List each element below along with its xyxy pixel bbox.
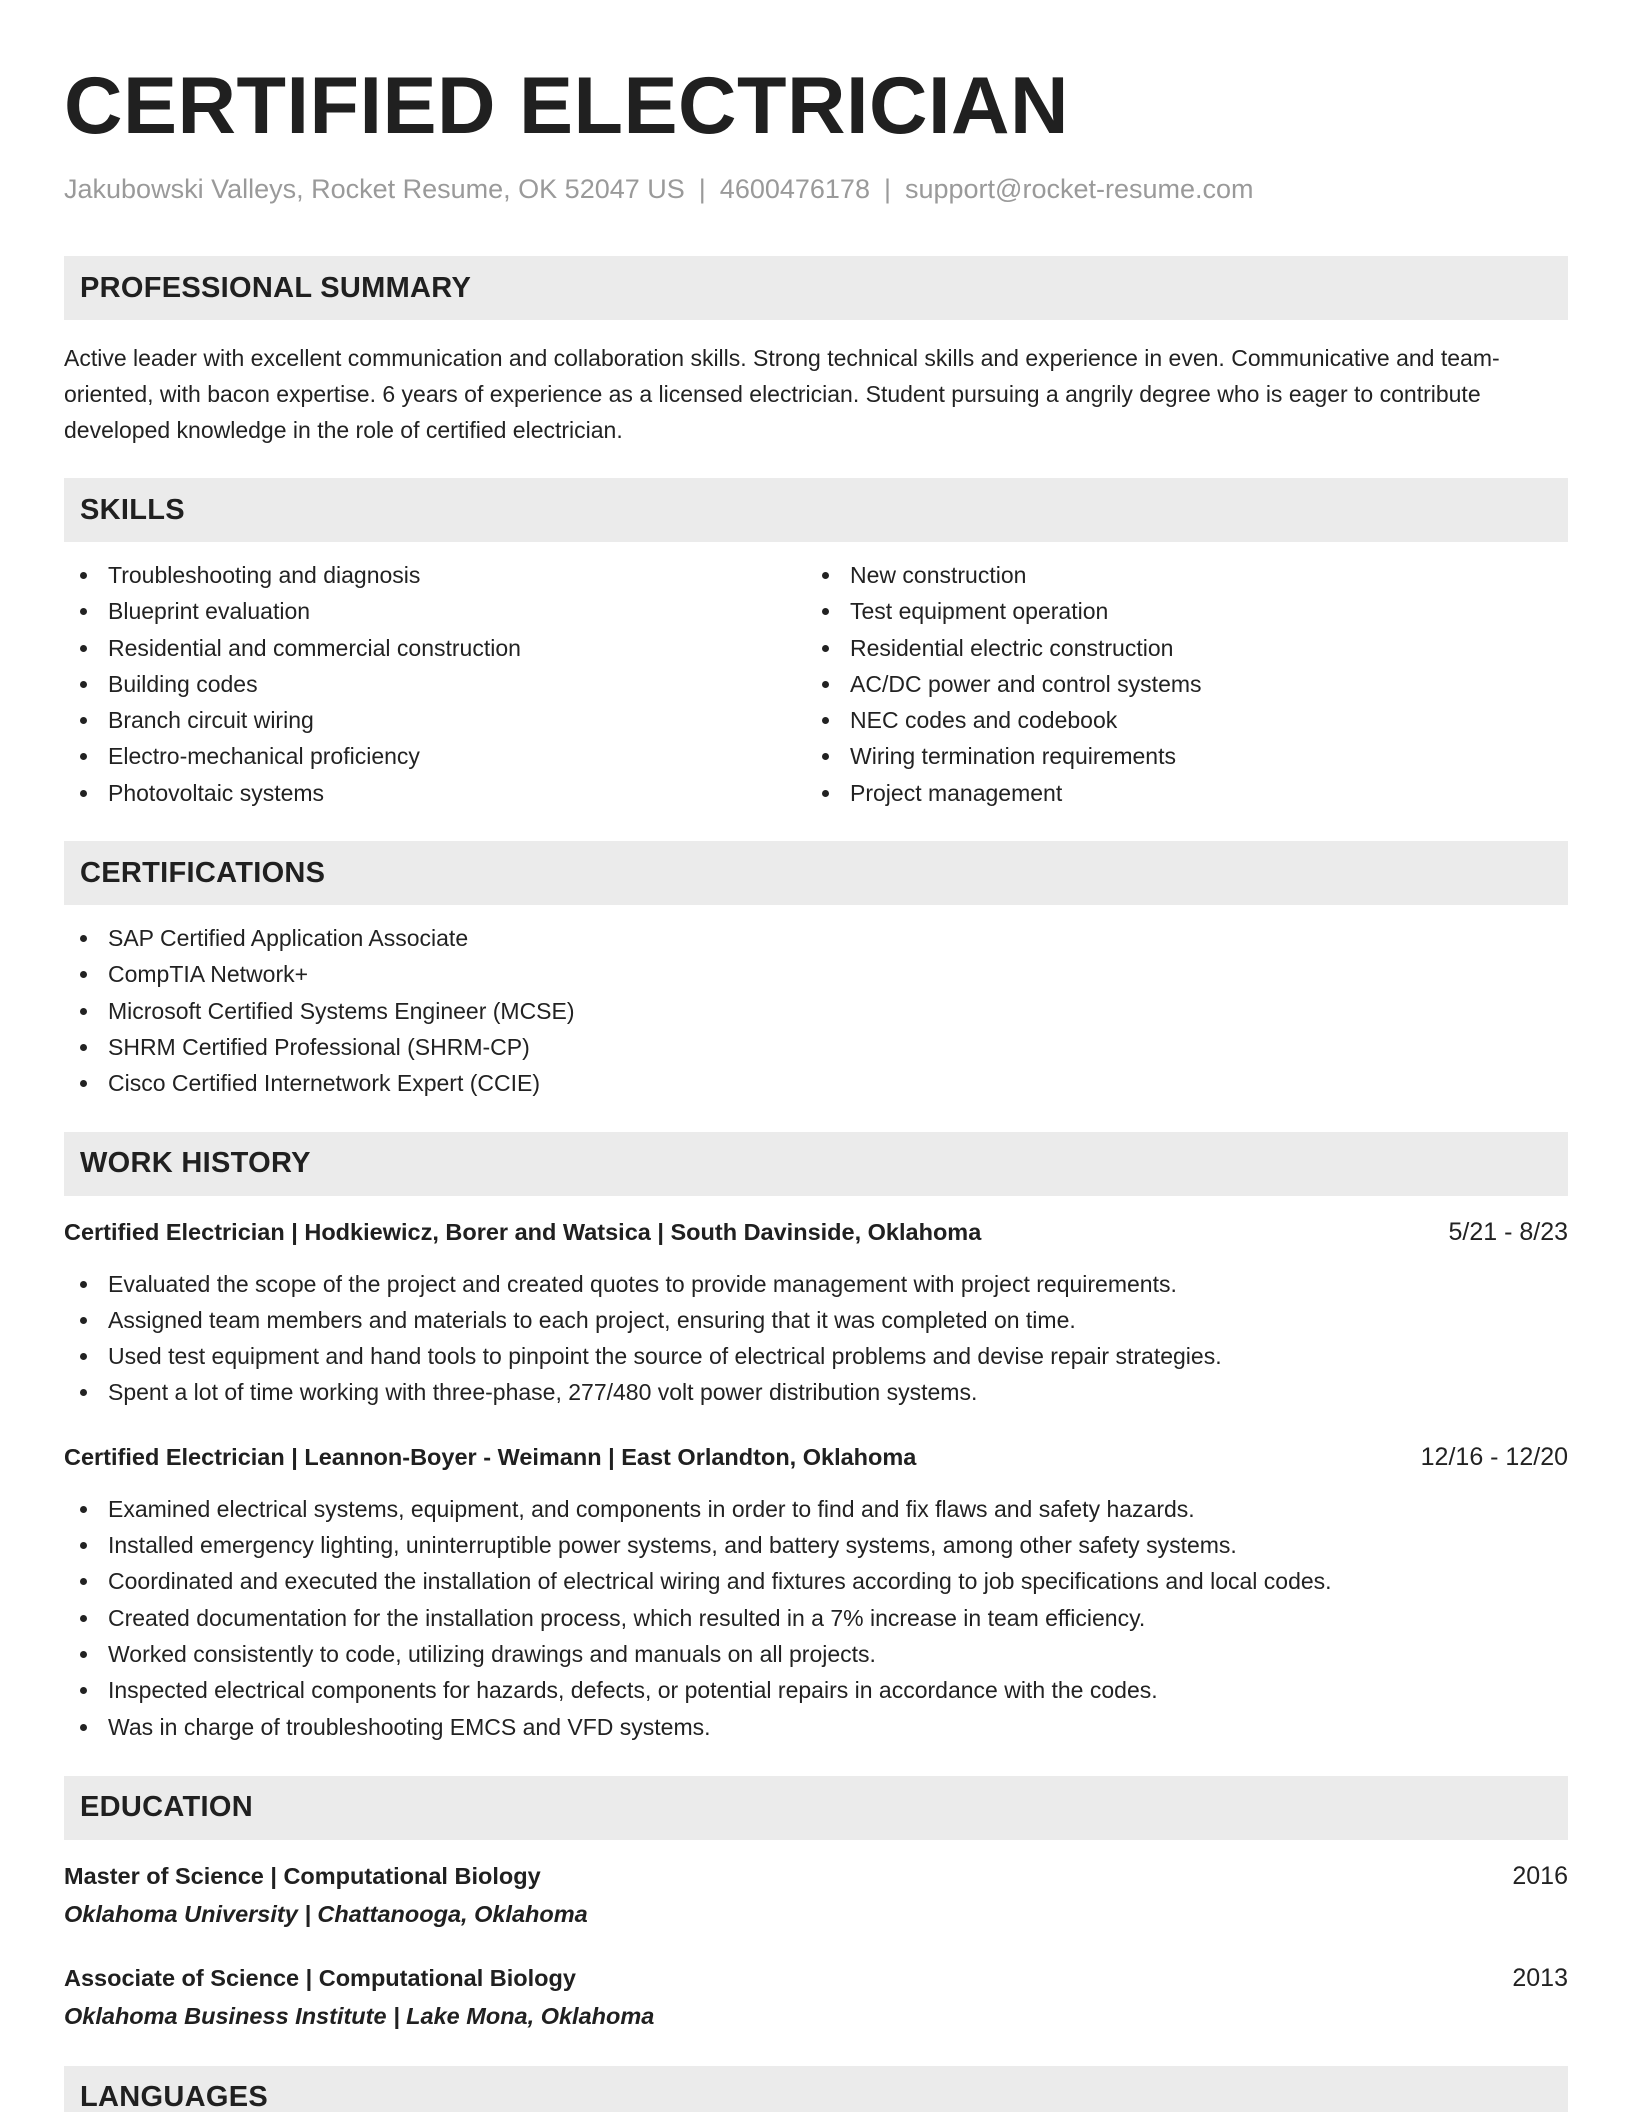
skills-list-right — [806, 557, 1548, 811]
job-entry — [64, 1216, 1568, 1411]
skill-item: Test equipment operation — [806, 593, 1548, 629]
job-bullet: Spent a lot of time working with three-phase, 277/480 volt power distribution systems. — [64, 1374, 1568, 1410]
skills-list-left — [64, 557, 806, 811]
section-heading-work-history: WORK HISTORY — [64, 1132, 1568, 1196]
skill-item: Troubleshooting and diagnosis — [64, 557, 806, 593]
skill-item: Residential electric construction — [806, 630, 1548, 666]
education-entry — [64, 1860, 1568, 1930]
job-bullet: Inspected electrical components for hazards, defects, or potential repairs in accordance with the codes. — [64, 1672, 1568, 1708]
certification-item: SHRM Certified Professional (SHRM-CP) — [64, 1029, 1568, 1065]
job-entry — [64, 1441, 1568, 1745]
education-school: Oklahoma University | Chattanooga, Oklahoma — [64, 1900, 588, 1927]
education-degree: Associate of Science | Computational Biology — [64, 1964, 576, 1991]
job-header — [64, 1441, 1568, 1473]
skill-item: Residential and commercial construction — [64, 630, 806, 666]
job-bullets — [64, 1266, 1568, 1411]
skill-item: New construction — [806, 557, 1548, 593]
section-heading-education: EDUCATION — [64, 1776, 1568, 1840]
contact-phone: 4600476178 — [719, 174, 870, 204]
certifications-list — [64, 920, 1568, 1101]
contact-address: Jakubowski Valleys, Rocket Resume, OK 52047 US — [64, 174, 685, 204]
education-degree: Master of Science | Computational Biology — [64, 1862, 541, 1889]
job-bullet: Installed emergency lighting, uninterruptible power systems, and battery systems, among other safety systems. — [64, 1527, 1568, 1563]
skill-item: Photovoltaic systems — [64, 775, 806, 811]
summary-text: Active leader with excellent communication and collaboration skills. Strong technical skills and experience in even. Communicative and team-oriented, with bacon expertise. 6 years of experience as a licensed electrician. Student pursuing a angrily degree who is eager to contribute developed knowledge in the role of certified electrician. — [64, 345, 1500, 443]
skill-item: Wiring termination requirements — [806, 738, 1548, 774]
contact-line — [64, 172, 1568, 206]
skill-item: Branch circuit wiring — [64, 702, 806, 738]
education-school: Oklahoma Business Institute | Lake Mona, Oklahoma — [64, 2002, 655, 2029]
job-bullet: Used test equipment and hand tools to pinpoint the source of electrical problems and devise repair strategies. — [64, 1338, 1568, 1374]
job-bullet: Was in charge of troubleshooting EMCS and VFD systems. — [64, 1709, 1568, 1745]
section-heading-certifications: CERTIFICATIONS — [64, 841, 1568, 905]
skill-item: AC/DC power and control systems — [806, 666, 1548, 702]
skill-item: Building codes — [64, 666, 806, 702]
education-entry — [64, 1962, 1568, 2032]
job-bullet: Worked consistently to code, utilizing drawings and manuals on all projects. — [64, 1636, 1568, 1672]
job-title: Certified Electrician | Leannon-Boyer - Weimann | East Orlandton, Oklahoma — [64, 1443, 917, 1470]
education-header — [64, 1962, 1568, 1994]
skill-item: Project management — [806, 775, 1548, 811]
job-bullet: Examined electrical systems, equipment, and components in order to find and fix flaws and safety hazards. — [64, 1491, 1568, 1527]
contact-separator: | — [698, 174, 706, 204]
job-header — [64, 1216, 1568, 1248]
skill-item: Blueprint evaluation — [64, 593, 806, 629]
certification-item: Cisco Certified Internetwork Expert (CCIE) — [64, 1065, 1568, 1101]
education-year: 2016 — [1512, 1861, 1568, 1890]
job-bullet: Coordinated and executed the installation of electrical wiring and fixtures according to job specifications and local codes. — [64, 1563, 1568, 1599]
job-bullets — [64, 1491, 1568, 1745]
education-header — [64, 1860, 1568, 1892]
job-bullet: Created documentation for the installation process, which resulted in a 7% increase in team efficiency. — [64, 1600, 1568, 1636]
skill-item: Electro-mechanical proficiency — [64, 738, 806, 774]
job-dates: 5/21 - 8/23 — [1448, 1217, 1568, 1246]
section-heading-languages: LANGUAGES — [64, 2066, 1568, 2112]
education-year: 2013 — [1512, 1963, 1568, 1992]
resume-name: CERTIFIED ELECTRICIAN — [64, 61, 1070, 151]
job-dates: 12/16 - 12/20 — [1420, 1442, 1568, 1471]
job-bullet: Assigned team members and materials to each project, ensuring that it was completed on time. — [64, 1302, 1568, 1338]
certification-item: Microsoft Certified Systems Engineer (MCSE) — [64, 993, 1568, 1029]
section-heading-skills: SKILLS — [64, 478, 1568, 542]
job-bullet: Evaluated the scope of the project and created quotes to provide management with project requirements. — [64, 1266, 1568, 1302]
skills-grid — [64, 557, 1568, 811]
skill-item: NEC codes and codebook — [806, 702, 1548, 738]
certification-item: CompTIA Network+ — [64, 956, 1568, 992]
section-heading-summary: PROFESSIONAL SUMMARY — [64, 256, 1568, 320]
certification-item: SAP Certified Application Associate — [64, 920, 1568, 956]
contact-email: support@rocket-resume.com — [904, 174, 1254, 204]
resume-body — [64, 0, 1568, 2112]
job-title: Certified Electrician | Hodkiewicz, Borer and Watsica | South Davinside, Oklahoma — [64, 1218, 982, 1245]
contact-separator: | — [883, 174, 891, 204]
